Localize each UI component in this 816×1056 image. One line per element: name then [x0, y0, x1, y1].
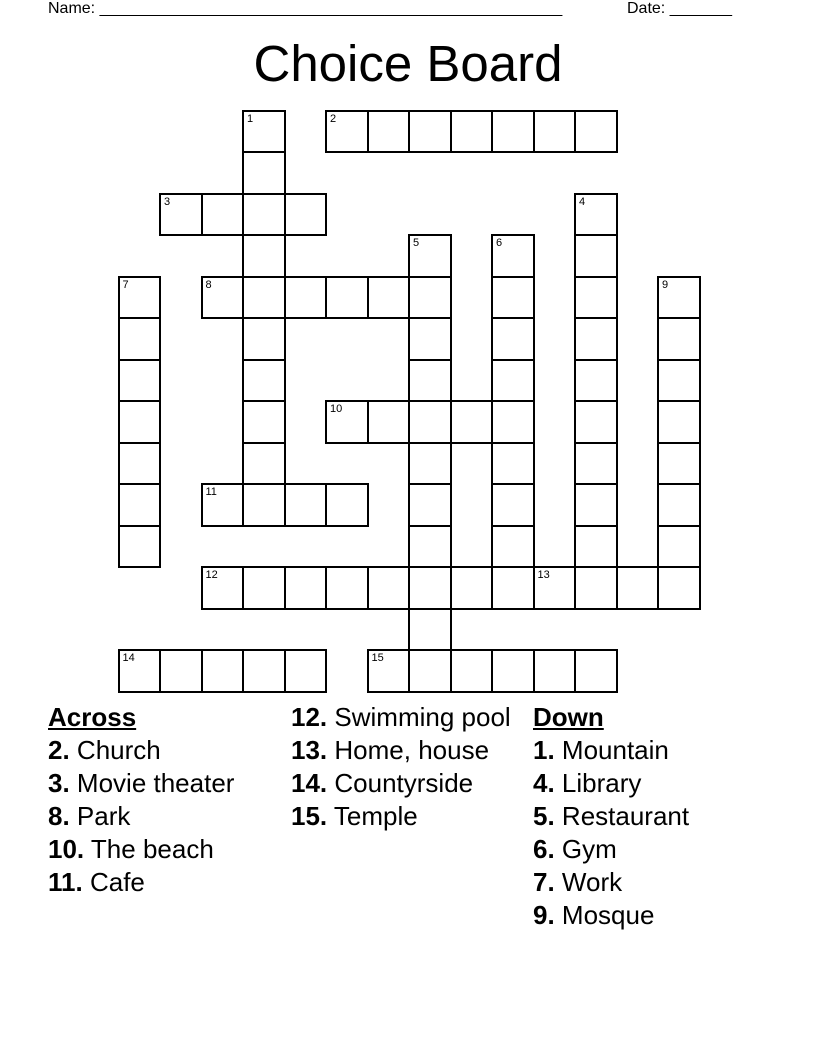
crossword-cell[interactable] [367, 649, 411, 693]
crossword-cell[interactable] [242, 649, 286, 693]
crossword-cell[interactable] [325, 276, 369, 320]
crossword-cell[interactable] [657, 317, 701, 361]
across-clues-column [48, 703, 278, 901]
crossword-cell[interactable] [408, 525, 452, 569]
crossword-cell[interactable] [574, 110, 618, 154]
crossword-cell[interactable] [491, 317, 535, 361]
crossword-cell[interactable] [118, 649, 162, 693]
crossword-cell[interactable] [118, 483, 162, 527]
page-title: Choice Board [253, 35, 563, 92]
crossword-cell[interactable] [491, 400, 535, 444]
crossword-cell[interactable] [574, 400, 618, 444]
clue-down-5 [533, 802, 773, 830]
cell-number: 3 [164, 195, 171, 208]
crossword-cell[interactable] [657, 400, 701, 444]
crossword-cell[interactable] [574, 442, 618, 486]
crossword-cell[interactable] [657, 276, 701, 320]
crossword-cell[interactable] [118, 359, 162, 403]
crossword-cell[interactable] [201, 276, 245, 320]
clue-text: Home, house [334, 735, 490, 765]
cell-number: 14 [122, 652, 135, 664]
crossword-cell[interactable] [533, 649, 577, 693]
clue-number: 1. [533, 735, 555, 765]
crossword-cell[interactable] [325, 483, 369, 527]
crossword-cell[interactable] [450, 649, 494, 693]
clue-number: 4. [533, 768, 555, 798]
crossword-cell[interactable] [408, 400, 452, 444]
cell-number: 1 [247, 112, 254, 125]
crossword-cell[interactable] [242, 442, 286, 486]
clue-number: 6. [533, 834, 555, 864]
across-clues-column-continued [291, 703, 511, 835]
crossword-cell[interactable] [367, 566, 411, 610]
clue-text: Church [76, 735, 161, 765]
crossword-cell[interactable] [408, 359, 452, 403]
clue-down-9 [533, 901, 773, 929]
clue-number: 13. [291, 735, 328, 765]
crossword-cell[interactable] [118, 276, 162, 320]
clue-across-10 [48, 835, 278, 863]
clue-text: Work [561, 867, 623, 897]
crossword-cell[interactable] [408, 442, 452, 486]
cell-number: 5 [413, 237, 420, 249]
crossword-cell[interactable] [118, 442, 162, 486]
clue-down-4 [533, 769, 773, 797]
crossword-cell[interactable] [657, 566, 701, 610]
crossword-cell[interactable] [408, 234, 452, 278]
crossword-cell[interactable] [201, 566, 245, 610]
clue-text: Mosque [561, 900, 655, 930]
crossword-cell[interactable] [325, 400, 369, 444]
crossword-cell[interactable] [201, 193, 245, 237]
crossword-cell[interactable] [201, 649, 245, 693]
crossword-cell[interactable] [367, 276, 411, 320]
clue-text: Countyrside [334, 768, 474, 798]
crossword-cell[interactable] [242, 110, 286, 154]
clue-number: 5. [533, 801, 555, 831]
crossword-cell[interactable] [325, 566, 369, 610]
cell-number: 10 [330, 403, 343, 415]
clue-number: 8. [48, 801, 70, 831]
crossword-cell[interactable] [201, 483, 245, 527]
cell-number: 4 [579, 195, 586, 208]
crossword-cell[interactable] [408, 608, 452, 652]
cell-number: 15 [371, 652, 384, 664]
clue-down-1 [533, 736, 773, 764]
crossword-cell[interactable] [574, 649, 618, 693]
down-heading: Down [533, 702, 604, 732]
crossword-cell[interactable] [284, 566, 328, 610]
clue-across-2 [48, 736, 278, 764]
clue-text: Cafe [89, 867, 145, 897]
crossword-cell[interactable] [159, 193, 203, 237]
crossword-cell[interactable] [242, 234, 286, 278]
crossword-cell[interactable] [533, 566, 577, 610]
crossword-cell[interactable] [118, 317, 162, 361]
cell-number: 12 [205, 569, 218, 581]
down-clues-column [533, 703, 773, 934]
crossword-cell[interactable] [242, 193, 286, 237]
clue-number: 7. [533, 867, 555, 897]
crossword-cell[interactable] [491, 110, 535, 154]
crossword-cell[interactable] [242, 317, 286, 361]
crossword-cell[interactable] [242, 276, 286, 320]
crossword-cell[interactable] [118, 400, 162, 444]
cell-number: 8 [205, 278, 212, 291]
clue-down-6 [533, 835, 773, 863]
crossword-cell[interactable] [284, 649, 328, 693]
clue-number: 2. [48, 735, 70, 765]
crossword-cell[interactable] [574, 525, 618, 569]
clue-text: Restaurant [561, 801, 690, 831]
clue-across-3 [48, 769, 278, 797]
crossword-cell[interactable] [657, 442, 701, 486]
cell-number: 13 [537, 569, 550, 581]
crossword-cell[interactable] [491, 649, 535, 693]
crossword-cell[interactable] [367, 110, 411, 154]
clue-across-14 [291, 769, 511, 797]
clue-number: 3. [48, 768, 70, 798]
crossword-cell[interactable] [118, 525, 162, 569]
clue-across-11 [48, 868, 278, 896]
crossword-cell[interactable] [491, 359, 535, 403]
crossword-cell[interactable] [242, 483, 286, 527]
clue-across-12 [291, 703, 511, 731]
clue-text: Gym [561, 834, 617, 864]
crossword-cell[interactable] [574, 359, 618, 403]
crossword-cell[interactable] [367, 400, 411, 444]
crossword-cell[interactable] [657, 359, 701, 403]
crossword-cell[interactable] [491, 234, 535, 278]
clue-down-7 [533, 868, 773, 896]
clue-across-13 [291, 736, 511, 764]
crossword-cell[interactable] [450, 400, 494, 444]
cell-number: 7 [122, 278, 129, 291]
crossword-cell[interactable] [574, 566, 618, 610]
clue-text: Movie theater [76, 768, 235, 798]
crossword-cell[interactable] [616, 566, 660, 610]
cell-number: 2 [330, 112, 337, 125]
crossword-cell[interactable] [574, 317, 618, 361]
crossword-cell[interactable] [408, 566, 452, 610]
crossword-cell[interactable] [574, 276, 618, 320]
crossword-cell[interactable] [491, 276, 535, 320]
cell-number: 9 [662, 278, 669, 291]
clue-number: 10. [48, 834, 85, 864]
crossword-cell[interactable] [408, 317, 452, 361]
crossword-cell[interactable] [491, 442, 535, 486]
crossword-cell[interactable] [491, 566, 535, 610]
crossword-cell[interactable] [574, 483, 618, 527]
clue-text: The beach [90, 834, 214, 864]
crossword-cell[interactable] [284, 483, 328, 527]
clue-text: Library [561, 768, 642, 798]
clue-text: Swimming pool [334, 702, 511, 732]
crossword-cell[interactable] [408, 276, 452, 320]
across-heading: Across [48, 702, 137, 732]
crossword-cell[interactable] [450, 110, 494, 154]
clue-number: 14. [291, 768, 328, 798]
clue-across-15 [291, 802, 511, 830]
clue-number: 9. [533, 900, 555, 930]
crossword-cell[interactable] [408, 649, 452, 693]
crossword-cell[interactable] [657, 525, 701, 569]
crossword-cell[interactable] [574, 234, 618, 278]
crossword-cell[interactable] [574, 193, 618, 237]
name-field-label: Name: ____________________________________________________ [48, 0, 563, 17]
crossword-cell[interactable] [284, 193, 328, 237]
clue-text: Mountain [561, 735, 669, 765]
clue-number: 12. [291, 702, 328, 732]
clue-text: Temple [333, 801, 418, 831]
cell-number: 11 [205, 486, 217, 498]
crossword-cell[interactable] [242, 359, 286, 403]
cell-number: 6 [496, 237, 503, 249]
clue-number: 11. [48, 867, 83, 897]
crossword-cell[interactable] [657, 483, 701, 527]
crossword-cell[interactable] [491, 483, 535, 527]
clue-number: 15. [291, 801, 328, 831]
crossword-cell[interactable] [533, 110, 577, 154]
clue-text: Park [76, 801, 131, 831]
crossword-cell[interactable] [159, 649, 203, 693]
crossword-cell[interactable] [325, 110, 369, 154]
crossword-cell[interactable] [450, 566, 494, 610]
clue-across-8 [48, 802, 278, 830]
crossword-cell[interactable] [284, 276, 328, 320]
crossword-cell[interactable] [408, 110, 452, 154]
date-field-label: Date: _______ [627, 0, 732, 17]
crossword-cell[interactable] [491, 525, 535, 569]
crossword-cell[interactable] [242, 400, 286, 444]
crossword-cell[interactable] [242, 566, 286, 610]
crossword-cell[interactable] [242, 151, 286, 195]
crossword-cell[interactable] [408, 483, 452, 527]
